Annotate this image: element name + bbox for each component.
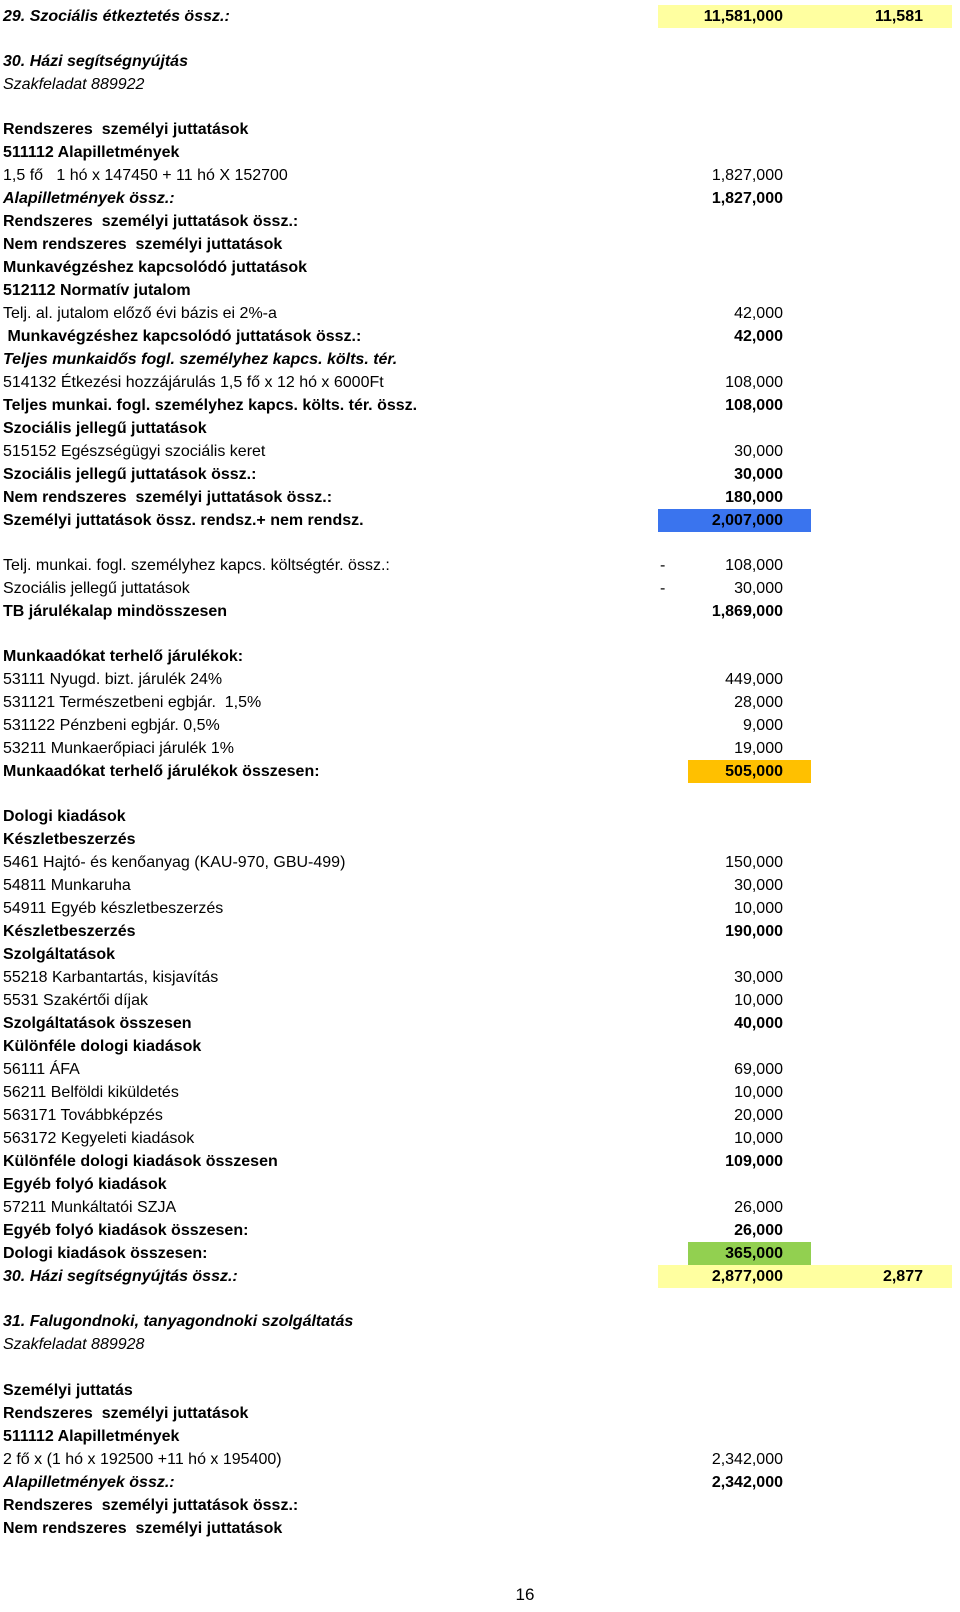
heading-row	[0, 1035, 960, 1058]
row-label: Munkaadókat terhelő járulékok összesen:	[3, 763, 320, 780]
row-label: Szolgáltatások összesen	[3, 1015, 192, 1032]
row-label: 57211 Munkáltatói SZJA	[3, 1199, 177, 1216]
row-value: 30,000	[734, 580, 783, 597]
row-value: 180,000	[725, 489, 783, 506]
row-30-total	[0, 1265, 960, 1288]
row-label: 515152 Egészségügyi szociális keret	[3, 443, 266, 460]
row-value: 10,000	[734, 900, 783, 917]
heading-row	[0, 1494, 960, 1517]
row-value: 109,000	[725, 1153, 783, 1170]
heading-row	[0, 805, 960, 828]
row-label: Egyéb folyó kiadások összesen:	[3, 1222, 249, 1239]
row-label: Dologi kiadások összesen:	[3, 1245, 208, 1262]
row-value: 108,000	[725, 397, 783, 414]
subtotal-row	[0, 1012, 960, 1035]
subtotal-row	[0, 486, 960, 509]
row-label: 563171 Továbbképzés	[3, 1107, 163, 1124]
row-label: Nem rendszeres személyi juttatások	[3, 236, 283, 253]
total-row	[0, 509, 960, 532]
dash-mark: -	[660, 557, 666, 574]
row-label: Telj. al. jutalom előző évi bázis ei 2%-a	[3, 305, 277, 322]
item-row	[0, 851, 960, 874]
heading-row	[0, 1402, 960, 1425]
section-30-title	[0, 50, 960, 73]
item-row	[0, 440, 960, 463]
heading-row	[0, 118, 960, 141]
row-value: 10,000	[734, 1084, 783, 1101]
row-label: 531122 Pénzbeni egbjár. 0,5%	[3, 717, 220, 734]
heading-row	[0, 1379, 960, 1402]
row-label: Személyi juttatások össz. rendsz.+ nem rendsz.	[3, 512, 364, 529]
row-label: Munkaadókat terhelő járulékok:	[3, 648, 244, 665]
row-value: 40,000	[734, 1015, 783, 1032]
item-row	[0, 1058, 960, 1081]
row-label: Nem rendszeres személyi juttatások össz.:	[3, 489, 333, 506]
row-value-thousands: 11,581	[874, 8, 923, 25]
item-row	[0, 164, 960, 187]
row-label: Rendszeres személyi juttatások	[3, 121, 249, 138]
item-row	[0, 874, 960, 897]
heading-row	[0, 417, 960, 440]
row-label: TB járulékalap mindösszesen	[3, 603, 228, 620]
row-value: 2,007,000	[711, 512, 783, 529]
subtotal-row	[0, 463, 960, 486]
row-value: 365,000	[725, 1245, 783, 1262]
dash-mark: -	[660, 580, 666, 597]
row-label: Nem rendszeres személyi juttatások	[3, 1520, 283, 1537]
row-label: 512112 Normatív jutalom	[3, 282, 191, 299]
row-label: 563172 Kegyeleti kiadások	[3, 1130, 195, 1147]
row-value: 20,000	[734, 1107, 783, 1124]
section-31-title	[0, 1310, 960, 1333]
section-title: 30. Házi segítségnyújtás	[3, 53, 188, 70]
row-label: 53111 Nyugd. bizt. járulék 24%	[3, 671, 223, 688]
row-label: Munkavégzéshez kapcsolódó juttatások	[3, 259, 308, 276]
page-number: 16	[515, 1585, 535, 1604]
section-title: 31. Falugondnoki, tanyagondnoki szolgáltatás	[3, 1313, 354, 1330]
heading-row	[0, 1425, 960, 1448]
heading-row	[0, 256, 960, 279]
row-label: 55218 Karbantartás, kisjavítás	[3, 969, 219, 986]
row-value: 28,000	[734, 694, 783, 711]
item-row	[0, 302, 960, 325]
row-value: 30,000	[734, 466, 783, 483]
subtotal-row	[0, 1471, 960, 1494]
row-label: Dologi kiadások	[3, 808, 126, 825]
item-row	[0, 989, 960, 1012]
row-label: 5531 Szakértői díjak	[3, 992, 148, 1009]
heading-row	[0, 828, 960, 851]
row-label: Alapilletmények össz.:	[3, 190, 175, 207]
row-value: 1,827,000	[711, 167, 783, 184]
row-value: 2,342,000	[711, 1451, 783, 1468]
row-label: Telj. munkai. fogl. személyhez kapcs. költségtér. össz.:	[3, 557, 390, 574]
row-label: Szociális jellegű juttatások össz.:	[3, 466, 257, 483]
row-value: 26,000	[734, 1222, 783, 1239]
row-value: 108,000	[725, 374, 783, 391]
subtotal-row	[0, 920, 960, 943]
row-value: 108,000	[725, 557, 783, 574]
row-label: 54811 Munkaruha	[3, 877, 131, 894]
row-value: 42,000	[734, 305, 783, 322]
item-row	[0, 737, 960, 760]
section-subtitle: Szakfeladat 889928	[3, 1336, 145, 1353]
row-label: 5461 Hajtó- és kenőanyag (KAU-970, GBU-499)	[3, 854, 346, 871]
row-label: 511112 Alapilletmények	[3, 1428, 180, 1445]
row-label: Különféle dologi kiadások	[3, 1038, 202, 1055]
heading-row	[0, 645, 960, 668]
row-label: 30. Házi segítségnyújtás össz.:	[3, 1268, 238, 1285]
subtotal-row	[0, 1150, 960, 1173]
row-value: 1,827,000	[711, 190, 783, 207]
row-value: 9,000	[742, 717, 783, 734]
row-label: 514132 Étkezési hozzájárulás 1,5 fő x 12 hó x 6000Ft	[3, 374, 384, 391]
row-label: Szolgáltatások	[3, 946, 116, 963]
row-value: 11,581,000	[703, 8, 783, 25]
row-value: 2,342,000	[711, 1474, 783, 1491]
row-label: Munkavégzéshez kapcsolódó juttatások össz.:	[3, 328, 362, 345]
row-label: Rendszeres személyi juttatások össz.:	[3, 213, 299, 230]
row-label: Készletbeszerzés	[3, 923, 136, 940]
row-value: 150,000	[725, 854, 783, 871]
item-row	[0, 554, 960, 577]
row-value: 505,000	[725, 763, 783, 780]
item-row	[0, 1448, 960, 1471]
row-label: Egyéb folyó kiadások	[3, 1176, 167, 1193]
row-value: 10,000	[734, 1130, 783, 1147]
item-row	[0, 897, 960, 920]
row-label: 531121 Természetbeni egbjár. 1,5%	[3, 694, 262, 711]
total-row	[0, 760, 960, 783]
section-31-subtitle	[0, 1333, 960, 1356]
item-row	[0, 577, 960, 600]
row-value-thousands: 2,877	[882, 1268, 923, 1285]
subtotal-row	[0, 187, 960, 210]
row-label: Teljes munkaidős fogl. személyhez kapcs. költs. tér.	[3, 351, 398, 368]
heading-row	[0, 141, 960, 164]
item-row	[0, 1104, 960, 1127]
item-row	[0, 668, 960, 691]
heading-row	[0, 233, 960, 256]
row-label: Különféle dologi kiadások összesen	[3, 1153, 278, 1170]
row-label: Szociális jellegű juttatások	[3, 580, 190, 597]
row-value: 449,000	[725, 671, 783, 688]
row-label: Rendszeres személyi juttatások	[3, 1405, 249, 1422]
row-label: Készletbeszerzés	[3, 831, 136, 848]
section-30-subtitle	[0, 73, 960, 96]
row-value: 30,000	[734, 969, 783, 986]
item-row	[0, 371, 960, 394]
row-value: 19,000	[734, 740, 783, 757]
row-value: 2,877,000	[711, 1268, 783, 1285]
row-label: Személyi juttatás	[3, 1382, 133, 1399]
row-label: 29. Szociális étkeztetés össz.:	[3, 8, 230, 25]
row-29-total	[0, 5, 960, 28]
subtotal-row	[0, 394, 960, 417]
subtotal-row	[0, 325, 960, 348]
item-row	[0, 966, 960, 989]
row-label: 54911 Egyéb készletbeszerzés	[3, 900, 224, 917]
row-value: 26,000	[734, 1199, 783, 1216]
item-row	[0, 1081, 960, 1104]
heading-row	[0, 348, 960, 371]
row-label: Alapilletmények össz.:	[3, 1474, 175, 1491]
row-value: 10,000	[734, 992, 783, 1009]
row-label: 53211 Munkaerőpiaci járulék 1%	[3, 740, 234, 757]
row-label: 56111 ÁFA	[3, 1061, 80, 1078]
heading-row	[0, 1173, 960, 1196]
row-label: 1,5 fő 1 hó x 147450 + 11 hó X 152700	[3, 167, 288, 184]
row-label: 2 fő x (1 hó x 192500 +11 hó x 195400)	[3, 1451, 282, 1468]
heading-row	[0, 279, 960, 302]
row-value: 69,000	[734, 1061, 783, 1078]
row-value: 30,000	[734, 443, 783, 460]
row-value: 42,000	[734, 328, 783, 345]
row-label: Rendszeres személyi juttatások össz.:	[3, 1497, 299, 1514]
subtotal-row	[0, 600, 960, 623]
item-row	[0, 1127, 960, 1150]
row-label: Teljes munkai. fogl. személyhez kapcs. költs. tér. össz.	[3, 397, 418, 414]
heading-row	[0, 1517, 960, 1540]
item-row	[0, 714, 960, 737]
total-row	[0, 1242, 960, 1265]
heading-row	[0, 210, 960, 233]
section-subtitle: Szakfeladat 889922	[3, 76, 145, 93]
subtotal-row	[0, 1219, 960, 1242]
row-value: 30,000	[734, 877, 783, 894]
row-label: 511112 Alapilletmények	[3, 144, 180, 161]
row-label: 56211 Belföldi kiküldetés	[3, 1084, 179, 1101]
row-value: 190,000	[725, 923, 783, 940]
item-row	[0, 691, 960, 714]
row-label: Szociális jellegű juttatások	[3, 420, 207, 437]
item-row	[0, 1196, 960, 1219]
heading-row	[0, 943, 960, 966]
row-value: 1,869,000	[711, 603, 783, 620]
